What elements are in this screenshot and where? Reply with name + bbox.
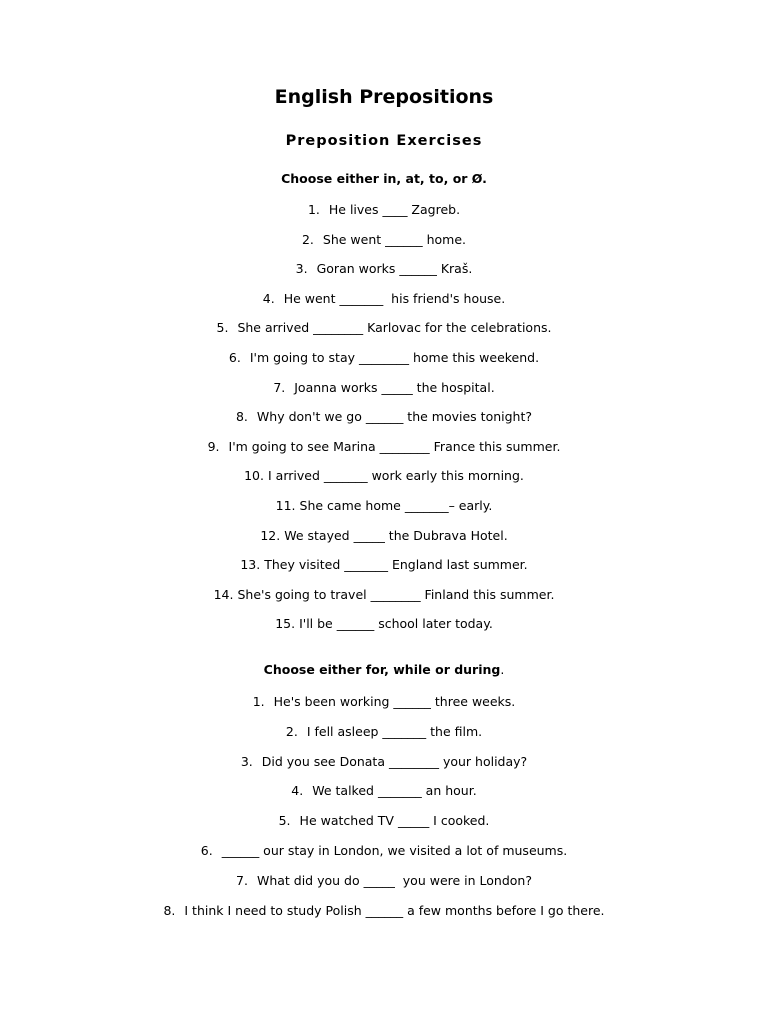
exercise-text: Goran works ______ Kraš.	[316, 261, 473, 277]
exercise-item	[0, 350, 768, 365]
exercise-item	[0, 557, 768, 572]
exercise-text: She's going to travel ________ Finland this summer.	[237, 586, 555, 602]
exercise-number: 6.	[200, 843, 213, 858]
exercise-item	[0, 291, 768, 306]
exercise-item	[0, 261, 768, 276]
exercise-text: She came home _______– early.	[299, 498, 493, 513]
exercise-text: We stayed _____ the Dubrava Hotel.	[284, 527, 508, 543]
exercise-text: I think I need to study Polish ______ a few months before I go there.	[184, 902, 605, 918]
exercise-item	[0, 232, 768, 247]
exercise-number: 14.	[213, 586, 234, 602]
exercise-number: 7.	[273, 379, 286, 395]
exercise-text: She arrived ________ Karlovac for the celebrations.	[237, 320, 552, 336]
exercise-number: 12.	[260, 527, 281, 543]
exercise-number: 4.	[262, 290, 275, 306]
section1-instruction: Choose either in, at, to, or Ø.	[281, 171, 487, 186]
exercise-number: 5.	[216, 320, 229, 336]
exercise-number: 8.	[163, 902, 176, 918]
exercise-number: 3.	[240, 753, 253, 769]
exercise-number: 5.	[278, 813, 291, 829]
exercise-item	[0, 468, 768, 483]
exercise-text: He watched TV _____ I cooked.	[299, 813, 490, 829]
exercise-item	[0, 439, 768, 454]
exercise-item	[0, 320, 768, 335]
exercise-number: 1.	[307, 202, 320, 217]
worksheet-title: English Prepositions	[274, 86, 494, 108]
section2-instruction-text: Choose either for, while or during	[263, 662, 501, 677]
exercise-text: Did you see Donata ________ your holiday?	[261, 753, 528, 769]
exercise-text: Why don't we go ______ the movies tonight?	[256, 409, 533, 425]
exercise-number: 11.	[275, 498, 296, 513]
section2-instruction	[0, 662, 768, 677]
worksheet-subtitle: Preposition Exercises	[285, 133, 483, 149]
exercise-item	[0, 724, 768, 739]
exercise-number: 3.	[295, 261, 308, 277]
exercise-text: I'm going to stay ________ home this weekend.	[249, 350, 540, 365]
exercise-number: 2.	[301, 231, 314, 247]
exercise-number: 15.	[275, 616, 296, 632]
exercise-number: 4.	[291, 783, 304, 799]
exercise-text: I arrived _______ work early this morning.	[268, 468, 524, 484]
exercise-number: 9.	[207, 438, 220, 454]
exercise-item	[0, 202, 768, 217]
exercise-item	[0, 380, 768, 395]
exercise-number: 1.	[252, 694, 265, 709]
exercise-text: They visited _______ England last summer.	[264, 557, 528, 573]
exercise-text: I'll be ______ school later today.	[299, 616, 493, 632]
exercise-text: What did you do _____ you were in London?	[256, 872, 532, 888]
exercise-item	[0, 754, 768, 769]
exercise-number: 8.	[235, 409, 248, 425]
exercise-number: 10.	[244, 468, 264, 484]
exercise-item	[0, 843, 768, 858]
exercise-item	[0, 873, 768, 888]
exercise-item	[0, 587, 768, 602]
exercise-item	[0, 813, 768, 828]
exercise-number: 13.	[240, 557, 261, 573]
exercise-number: 6.	[228, 350, 241, 365]
exercise-text: He's been working ______ three weeks.	[273, 694, 516, 709]
exercise-text: He went _______ his friend's house.	[283, 290, 506, 306]
exercise-item	[0, 694, 768, 709]
exercise-item	[0, 409, 768, 424]
exercise-item	[0, 528, 768, 543]
exercise-text: ______ our stay in London, we visited a lot of museums.	[221, 843, 568, 858]
exercise-text: Joanna works _____ the hospital.	[294, 379, 495, 395]
exercise-item	[0, 616, 768, 631]
exercise-text: She went ______ home.	[322, 231, 467, 247]
section2-instruction-tail: .	[500, 662, 505, 677]
exercise-item	[0, 783, 768, 798]
exercise-text: He lives ____ Zagreb.	[328, 202, 461, 217]
exercise-number: 2.	[285, 723, 298, 739]
exercise-item	[0, 903, 768, 918]
exercise-number: 7.	[236, 872, 248, 888]
exercise-text: I fell asleep _______ the film.	[306, 723, 483, 739]
exercise-item	[0, 498, 768, 513]
exercise-text: We talked _______ an hour.	[312, 783, 477, 799]
exercise-text: I'm going to see Marina ________ France this summer.	[228, 438, 561, 454]
